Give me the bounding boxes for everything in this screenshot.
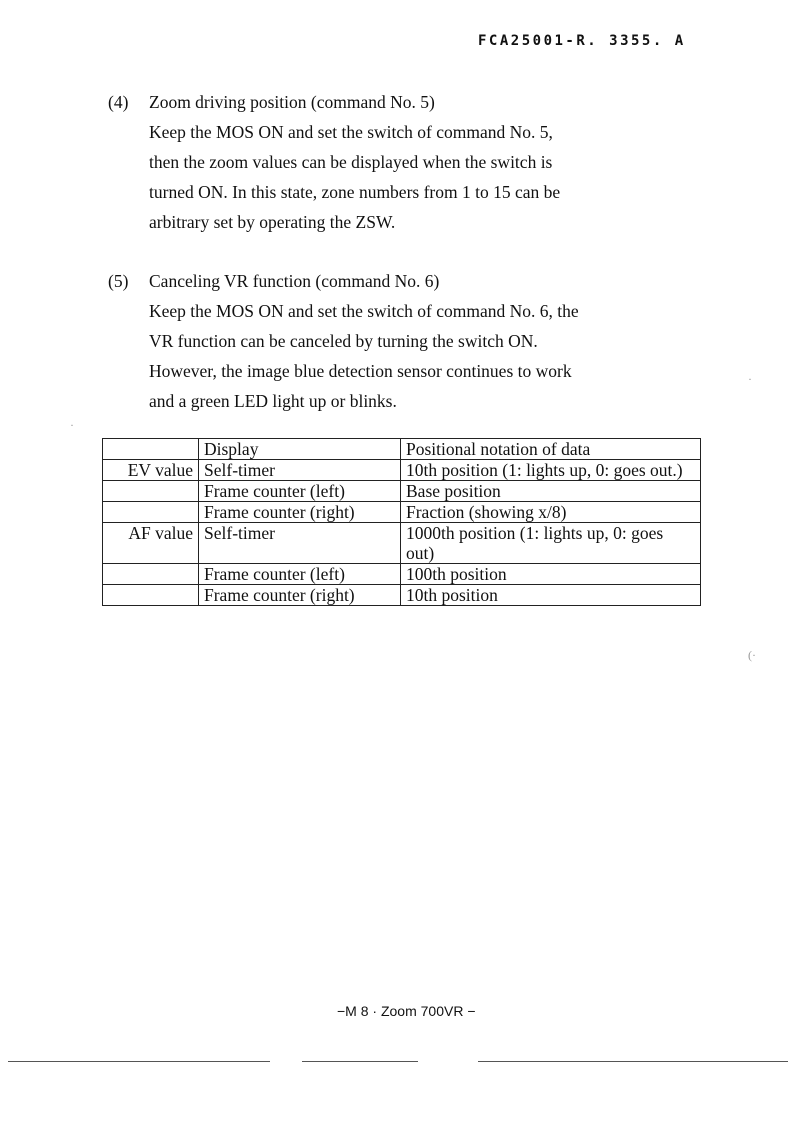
table-cell-group xyxy=(103,564,199,585)
scan-speck: · xyxy=(70,418,74,432)
table-row xyxy=(103,481,701,502)
body-line: then the zoom values can be displayed when the switch is xyxy=(149,152,553,172)
header-cell-positional-notation: Positional notation of data xyxy=(401,439,701,460)
table-cell-display: Frame counter (right) xyxy=(199,502,401,523)
document-code: FCA25001-R. 3355. A xyxy=(478,33,686,49)
body-line: Keep the MOS ON and set the switch of command No. 6, the xyxy=(149,301,579,321)
table-cell-notation: 10th position xyxy=(401,585,701,606)
footer-rule xyxy=(8,1061,270,1062)
table-row xyxy=(103,502,701,523)
body-line: turned ON. In this state, zone numbers from 1 to 15 can be xyxy=(149,182,561,202)
section-zoom-driving-position xyxy=(108,87,728,237)
table-row xyxy=(103,523,701,564)
table-cell-notation: 100th position xyxy=(401,564,701,585)
header-cell-empty xyxy=(103,439,199,460)
table-cell-display: Frame counter (left) xyxy=(199,564,401,585)
table-cell-notation: 1000th position (1: lights up, 0: goes out) xyxy=(401,523,701,564)
table-cell-notation: 10th position (1: lights up, 0: goes out.) xyxy=(401,460,701,481)
scan-speck: (· xyxy=(748,648,756,662)
footer-rule xyxy=(302,1061,418,1062)
body-line: and a green LED light up or blinks. xyxy=(149,391,397,411)
section-heading xyxy=(108,266,728,296)
table-row xyxy=(103,585,701,606)
table-cell-display: Frame counter (left) xyxy=(199,481,401,502)
scan-speck: · xyxy=(748,372,752,386)
body-line: VR function can be canceled by turning the switch ON. xyxy=(149,331,538,351)
table-cell-notation: Base position xyxy=(401,481,701,502)
body-line: However, the image blue detection sensor continues to work xyxy=(149,361,572,381)
header-cell-display: Display xyxy=(199,439,401,460)
table-cell-display: Self-timer xyxy=(199,460,401,481)
table-row xyxy=(103,564,701,585)
table-cell-group: AF value xyxy=(103,523,199,564)
section-canceling-vr-function xyxy=(108,266,728,416)
footer-rule xyxy=(478,1061,788,1062)
table-cell-display: Frame counter (right) xyxy=(199,585,401,606)
section-number: (5) xyxy=(108,271,129,291)
body-line: Keep the MOS ON and set the switch of command No. 5, xyxy=(149,122,553,142)
table-row xyxy=(103,460,701,481)
table-cell-display: Self-timer xyxy=(199,523,401,564)
table-cell-group: EV value xyxy=(103,460,199,481)
table-header-row xyxy=(103,439,701,460)
section-title: Zoom driving position (command No. 5) xyxy=(149,92,435,112)
table-cell-group xyxy=(103,481,199,502)
table-cell-group xyxy=(103,502,199,523)
section-number: (4) xyxy=(108,92,129,112)
page-footer: −M 8 · Zoom 700VR − xyxy=(337,1003,476,1019)
table-cell-notation: Fraction (showing x/8) xyxy=(401,502,701,523)
table-cell-group xyxy=(103,585,199,606)
section-heading xyxy=(108,87,728,117)
display-notation-table xyxy=(102,438,701,606)
section-title: Canceling VR function (command No. 6) xyxy=(149,271,440,291)
body-line: arbitrary set by operating the ZSW. xyxy=(149,212,396,232)
